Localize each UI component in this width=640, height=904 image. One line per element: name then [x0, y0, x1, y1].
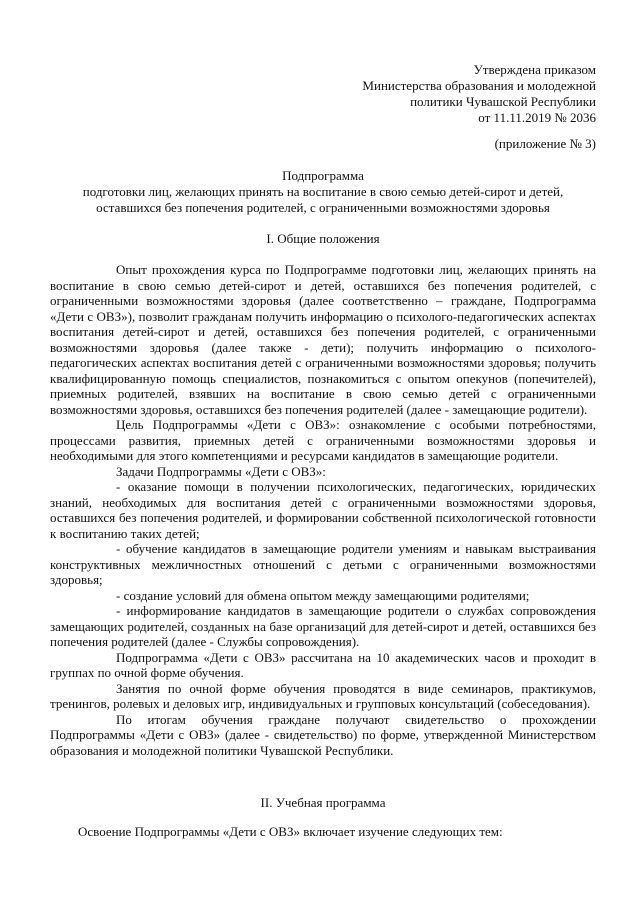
paragraph: Задачи Подпрограммы «Дети с ОВЗ»: — [116, 463, 326, 479]
paragraph: Занятия по очной форме обучения проводятся в виде семинаров, практикумов, тренингов, ролевых и деловых игр, индивидуальных и групповых консультаций (собеседования). — [50, 680, 596, 711]
approval-block — [362, 62, 596, 126]
approval-line: Министерства образования и молодежной — [362, 78, 596, 93]
list-item: - создание условий для обмена опытом между замещающими родителями; — [116, 587, 530, 603]
section-heading-curriculum: II. Учебная программа — [260, 795, 386, 810]
paragraph: По итогам обучения граждане получают свидетельство о прохождении Подпрограммы «Дети с ОВЗ» (далее - свидетельство) по форме, утвержденной Министерством образования и молодежной политики Чувашской Республики. — [50, 711, 596, 758]
section-body — [50, 262, 596, 758]
approval-line: Утверждена приказом — [473, 62, 596, 77]
document-title — [50, 168, 596, 216]
curriculum-intro: Освоение Подпрограммы «Дети с ОВЗ» включает изучение следующих тем: — [78, 824, 503, 839]
approval-line: от 11.11.2019 № 2036 — [478, 110, 596, 125]
title-line: Подпрограмма — [282, 168, 364, 183]
paragraph: Цель Подпрограммы «Дети с ОВЗ»: ознакомление с особыми потребностями, процессами развития, приемных детей с ограниченными возможностями здоровья и необходимыми для этого компетенциями и ресурсами кандидатов в замещающие родители. — [50, 417, 596, 463]
list-item: - обучение кандидатов в замещающие родители умениям и навыкам выстраивания конструктивных межличностных отношений с детьми с ограниченными возможностями здоровья; — [50, 541, 596, 587]
list-item: - оказание помощи в получении психологических, педагогических, юридических знаний, необходимых для воспитания детей с ограниченными возможностями здоровья, оставшихся без попечения родителей, и формировании собственной психологической готовности к воспитанию таких детей; — [50, 479, 596, 541]
list-item: - информирование кандидатов в замещающие родители о службах сопровождения замещающих родителей, созданных на базе организаций для детей-сирот и детей, оставшихся без попечения родителей (далее - Службы сопровождения). — [50, 603, 596, 649]
paragraph: Опыт прохождения курса по Подпрограмме подготовки лиц, желающих принять на воспитание в свою семью детей-сирот и детей, оставшихся без попечения родителей, с ограниченными возможностями здоровья (далее соответственно – граждане, Подпрограмма «Дети с ОВЗ»), позволит гражданам получить информацию о психолого-педагогических аспектах воспитания детей-сирот и детей, оставшихся без попечения родителей, с ограниченными возможностями здоровья (далее также - дети); получить информацию о психолого-педагогических аспектах воспитания детей с ограниченными возможностями здоровья; получить квалифицированную помощь специалистов, познакомиться с опытом опекунов (попечителей), приемных родителей, взявших на воспитание в свою семью детей с ограниченными возможностями здоровья, оставшихся без попечения родителей (далее - замещающие родители). — [50, 262, 596, 417]
title-line: оставшихся без попечения родителей, с ограниченными возможностями здоровья — [96, 200, 550, 215]
section-heading-general: I. Общие положения — [266, 231, 380, 246]
paragraph: Подпрограмма «Дети с ОВЗ» рассчитана на 10 академических часов и проходит в группах по очной форме обучения. — [50, 649, 596, 680]
title-line: подготовки лиц, желающих принять на воспитание в свою семью детей-сирот и детей, — [82, 184, 564, 199]
appendix-label: (приложение № 3) — [494, 136, 596, 151]
approval-line: политики Чувашской Республики — [410, 94, 596, 109]
